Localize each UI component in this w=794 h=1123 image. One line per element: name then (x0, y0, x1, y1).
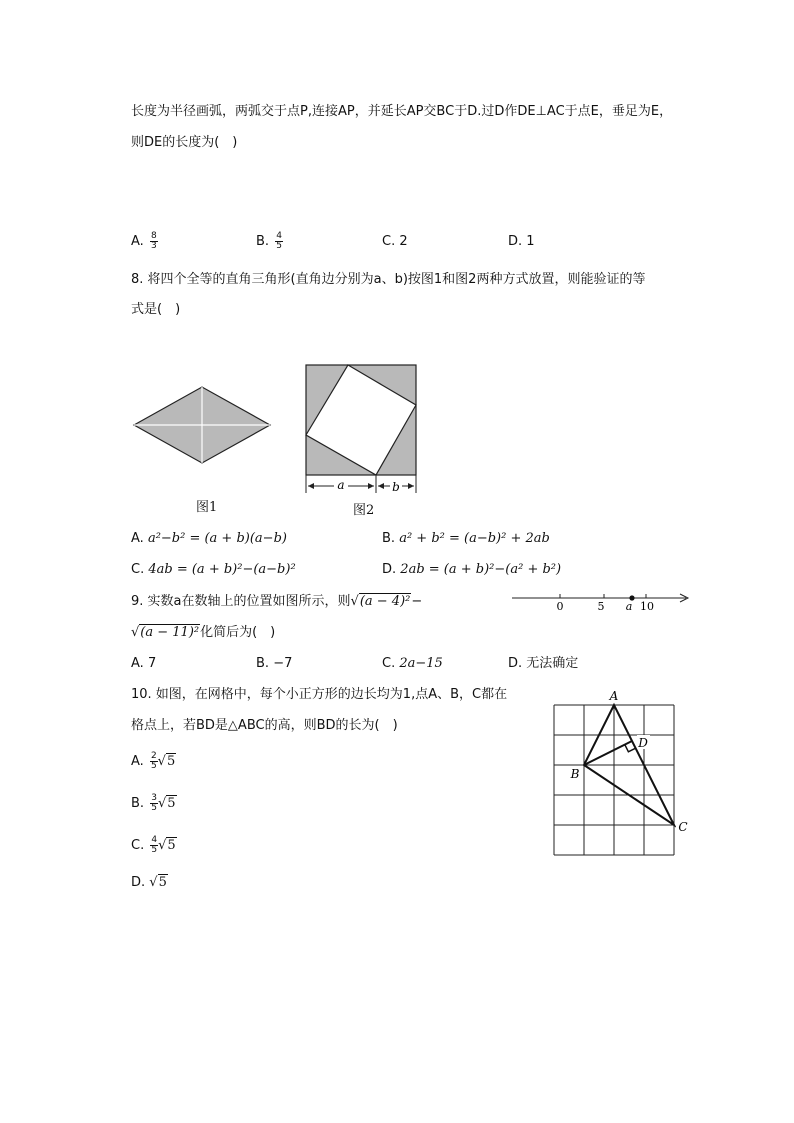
point-label-d: D (638, 736, 648, 750)
q8-option-b[interactable]: B. a² + b² = (a−b)² + 2ab (382, 531, 550, 546)
q8-option-c[interactable]: C. 4ab = (a + b)²−(a−b)² (131, 562, 296, 577)
sqrt-2: √(a − 11)² (131, 625, 200, 640)
q7-option-c[interactable]: C. 2 (382, 234, 408, 249)
q9-line1: 9. 实数a在数轴上的位置如图所示，则√(a − 4)²− (131, 594, 423, 609)
fraction: $\frac{2}{5}$ (150, 751, 157, 771)
q9-option-b[interactable]: B. −7 (256, 656, 293, 671)
q9-option-c[interactable]: C. 2a−15 (382, 656, 443, 671)
q9-line2: √(a − 11)²化简后为( ) (131, 625, 276, 640)
q8-option-a[interactable]: A. a²−b² = (a + b)(a−b) (131, 531, 287, 546)
figure-1-rhombus (130, 380, 275, 470)
fraction: $\frac{8}{3}$ (150, 231, 157, 251)
q7-option-a[interactable]: A. $\frac{8}{3}$ (131, 231, 157, 251)
sqrt: √5 (157, 754, 176, 769)
sqrt-1: √(a − 4)² (350, 594, 411, 609)
q8-line2: 式是( ) (131, 302, 181, 317)
q7-option-d[interactable]: D. 1 (508, 234, 535, 249)
point-label-b: B (570, 767, 580, 781)
number-line (508, 588, 692, 614)
point-label-c: C (678, 820, 688, 834)
q10-line1: 10. 如图，在网格中，每个小正方形的边长均为1,点A、B，C都在 (131, 687, 508, 702)
tick-label: 10 (640, 600, 654, 613)
q10-line2: 格点上，若BD是△ABC的高，则BD的长为( ) (131, 718, 398, 733)
point-label-a: A (609, 689, 619, 703)
q8-option-d[interactable]: D. 2ab = (a + b)²−(a² + b²) (382, 562, 562, 577)
sqrt: √5 (158, 838, 176, 853)
q10-option-c[interactable]: C. $\frac{4}{5}$ √5 (131, 835, 176, 855)
q9-option-d[interactable]: D. 无法确定 (508, 656, 579, 671)
q9-option-a[interactable]: A. 7 (131, 656, 157, 671)
fraction: $\frac{4}{5}$ (151, 835, 158, 855)
label-a: a (337, 478, 345, 492)
label-b: b (392, 480, 400, 494)
q7-line2: 则DE的长度为( ) (131, 135, 238, 150)
altitude-bd (584, 741, 632, 765)
q10-option-d[interactable]: D. √5 (131, 875, 167, 890)
fraction: $\frac{4}{5}$ (276, 231, 282, 251)
tick-label: 5 (597, 600, 605, 613)
figure-2-square (300, 360, 425, 500)
grid-triangle-figure (545, 685, 695, 860)
q10-option-a[interactable]: A. $\frac{2}{5}$ √5 (131, 751, 176, 771)
sqrt: √5 (157, 796, 176, 811)
q10-option-b[interactable]: B. $\frac{3}{5}$ √5 (131, 793, 176, 813)
q7-option-b[interactable]: B. $\frac{4}{5}$ (256, 231, 282, 251)
q7-line1: 长度为半径画弧，两弧交于点P,连接AP，并延长AP交BC于D.过D作DE⊥AC于点E，垂足为E， (131, 104, 673, 119)
fraction: $\frac{3}{5}$ (151, 793, 157, 813)
sqrt: √5 (149, 875, 167, 890)
point-label-a: a (625, 600, 633, 613)
figure-1-caption: 图1 (196, 500, 218, 515)
q8-line1: 8. 将四个全等的直角三角形(直角边分别为a、b)按图1和图2两种方式放置，则能验证的等 (131, 272, 646, 287)
tick-label: 0 (556, 600, 564, 613)
figure-2-caption: 图2 (353, 503, 375, 518)
